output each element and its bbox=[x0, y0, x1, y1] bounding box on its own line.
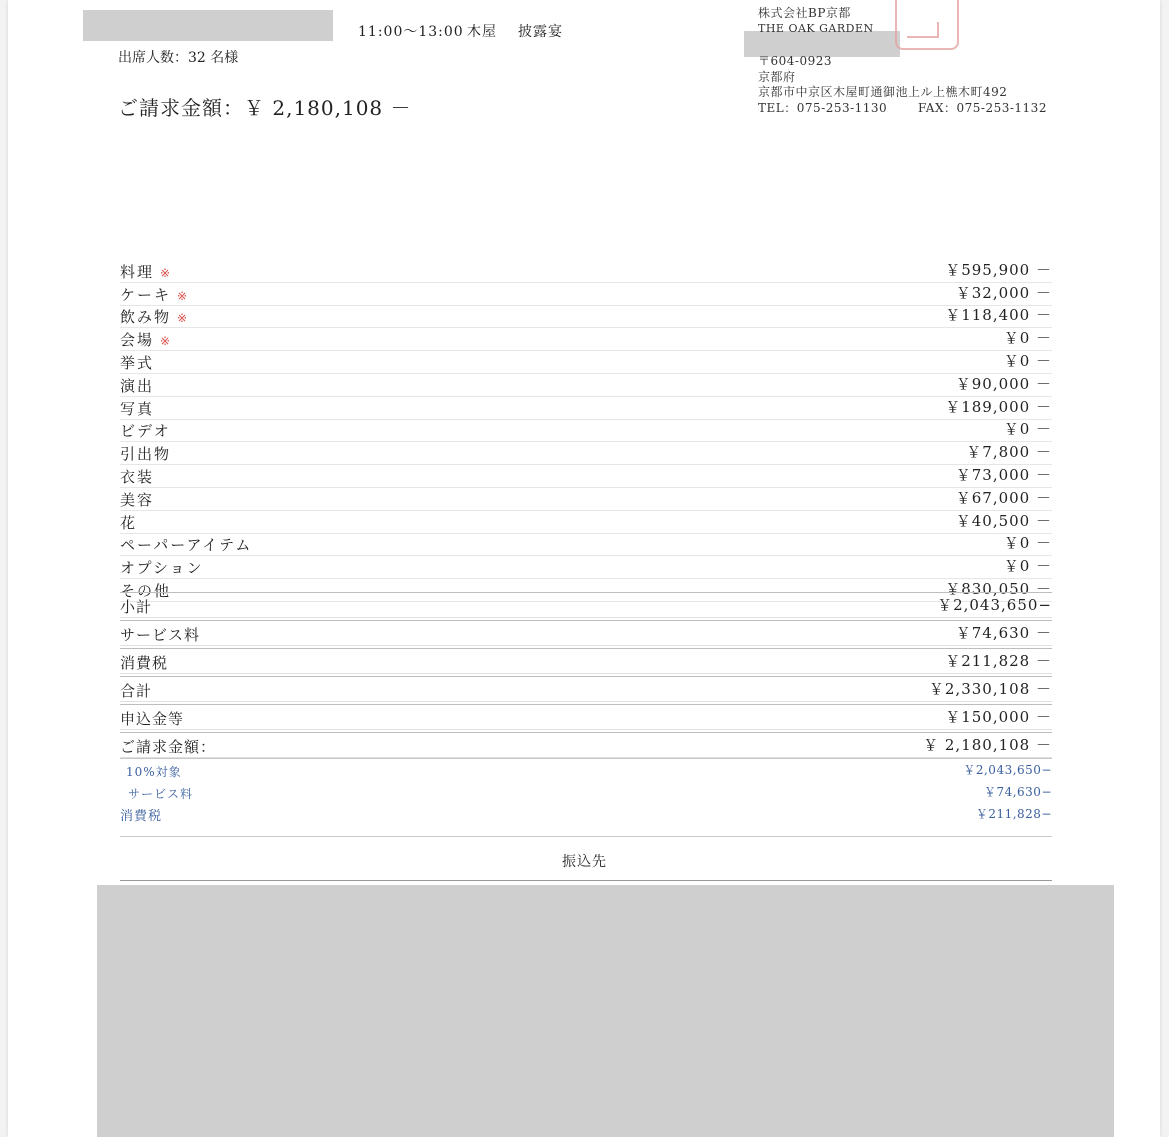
issuer-fax: FAX：075-253-1132 bbox=[918, 101, 1047, 115]
line-item-row bbox=[120, 397, 1052, 420]
tax-row bbox=[120, 782, 1052, 804]
line-item-amount: ￥0 － bbox=[1003, 329, 1052, 348]
event-type: 披露宴 bbox=[518, 24, 563, 40]
redacted-name-top bbox=[83, 10, 333, 41]
line-item-amount: ￥7,800 － bbox=[966, 443, 1052, 462]
summary-amount: ￥2,043,650− bbox=[937, 596, 1052, 614]
redacted-bank-details bbox=[97, 885, 1114, 1137]
summary-label: 申込金等 bbox=[120, 710, 185, 728]
line-item-label: 演出 bbox=[120, 376, 155, 395]
summary-row-deposit bbox=[120, 704, 1052, 730]
summary-row-service bbox=[120, 620, 1052, 646]
line-item-label: ペーパーアイテム bbox=[120, 536, 253, 555]
line-item-row bbox=[120, 306, 1052, 329]
line-item-label: 引出物 bbox=[120, 445, 172, 464]
summary-label: 合計 bbox=[120, 682, 153, 700]
line-item-amount: ￥189,000 － bbox=[945, 397, 1052, 416]
line-item-label: 美容 bbox=[120, 490, 155, 509]
summary-label: ご請求金額： bbox=[120, 738, 217, 756]
tax-breakdown bbox=[120, 760, 1052, 826]
line-item-amount: ￥40,500 － bbox=[955, 511, 1052, 530]
line-item-amount: ￥595,900 － bbox=[945, 260, 1052, 279]
line-item-label: 挙式 bbox=[120, 353, 155, 372]
summary-row-billing bbox=[120, 732, 1052, 758]
line-item-label: 料理 bbox=[120, 262, 155, 281]
line-item-amount: ￥118,400 － bbox=[945, 306, 1052, 325]
line-item-label: 飲み物 bbox=[120, 308, 172, 327]
line-item-mark: ※ bbox=[177, 288, 188, 303]
line-item-row bbox=[120, 556, 1052, 579]
divider bbox=[120, 836, 1052, 837]
line-item-label: その他 bbox=[120, 581, 172, 600]
line-item-row bbox=[120, 328, 1052, 351]
line-item-row bbox=[120, 511, 1052, 534]
summary-amount: ￥2,330,108 － bbox=[928, 680, 1052, 698]
line-item-row bbox=[120, 283, 1052, 306]
summary-amount: ￥150,000 － bbox=[945, 708, 1052, 726]
summary-amount: ￥74,630 － bbox=[955, 624, 1052, 642]
line-item-amount: ￥73,000 － bbox=[955, 465, 1052, 484]
line-item-label: 花 bbox=[120, 513, 138, 532]
tax-label: サービス料 bbox=[128, 787, 194, 801]
line-item-row bbox=[120, 465, 1052, 488]
tax-row bbox=[120, 760, 1052, 782]
summary-row-total bbox=[120, 676, 1052, 702]
line-item-row bbox=[120, 420, 1052, 443]
billing-total-heading: ご請求金額：￥ 2,180,108 － bbox=[118, 96, 412, 120]
issuer-address: 京都市中京区木屋町通御池上ル上樵木町492 bbox=[758, 85, 1008, 99]
line-item-row bbox=[120, 534, 1052, 557]
line-item-row bbox=[120, 374, 1052, 397]
line-item-amount: ￥0 － bbox=[1003, 534, 1052, 553]
line-item-amount: ￥0 － bbox=[1003, 557, 1052, 576]
summary-row-tax bbox=[120, 648, 1052, 674]
event-venue: 木屋 bbox=[467, 24, 497, 40]
line-item-amount: ￥0 － bbox=[1003, 351, 1052, 370]
line-item-amount: ￥90,000 － bbox=[955, 374, 1052, 393]
divider bbox=[120, 880, 1052, 881]
line-item-mark: ※ bbox=[177, 311, 188, 326]
divider bbox=[120, 758, 1052, 759]
summary-section bbox=[120, 592, 1052, 760]
line-item-mark: ※ bbox=[160, 265, 171, 280]
line-item-amount: ￥32,000 － bbox=[955, 283, 1052, 302]
issuer-tel: TEL：075-253-1130 bbox=[758, 101, 888, 115]
issuer-company: 株式会社BP京都 bbox=[758, 6, 851, 20]
tax-label: 消費税 bbox=[120, 809, 163, 824]
line-item-label: 衣装 bbox=[120, 467, 155, 486]
line-item-row bbox=[120, 488, 1052, 511]
line-items bbox=[120, 260, 1052, 602]
company-seal-stamp bbox=[895, 0, 959, 50]
issuer-venue-name: THE OAK GARDEN bbox=[758, 22, 874, 35]
summary-amount: ￥ 2,180,108 － bbox=[923, 736, 1052, 754]
tax-amount: ￥2,043,650− bbox=[963, 763, 1052, 777]
line-item-label: 写真 bbox=[120, 399, 155, 418]
line-item-label: ビデオ bbox=[120, 422, 171, 441]
line-item-amount: ￥830,050 － bbox=[945, 579, 1052, 598]
attendance-count: 出席人数：32 名様 bbox=[118, 50, 239, 66]
issuer-postal: 〒604-0923 bbox=[758, 54, 832, 68]
line-item-label: オプション bbox=[120, 559, 204, 578]
tax-amount: ￥211,828− bbox=[975, 807, 1052, 821]
line-item-row bbox=[120, 442, 1052, 465]
summary-label: 消費税 bbox=[120, 654, 169, 672]
line-item-amount: ￥0 － bbox=[1003, 420, 1052, 439]
tax-row bbox=[120, 804, 1052, 826]
line-item-row bbox=[120, 351, 1052, 374]
line-item-label: ケーキ bbox=[120, 285, 172, 304]
line-item-mark: ※ bbox=[160, 334, 171, 349]
summary-amount: ￥211,828 － bbox=[945, 652, 1052, 670]
event-time: 11:00〜13:00 bbox=[358, 24, 464, 40]
line-item-amount: ￥67,000 － bbox=[955, 488, 1052, 507]
tax-amount: ￥74,630− bbox=[983, 785, 1052, 799]
summary-label: サービス料 bbox=[120, 626, 201, 644]
line-item-label: 会場 bbox=[120, 331, 155, 350]
summary-label: 小計 bbox=[120, 598, 153, 616]
summary-row-subtotal bbox=[120, 592, 1052, 618]
issuer-prefecture: 京都府 bbox=[758, 70, 796, 84]
line-item-row bbox=[120, 260, 1052, 283]
bank-transfer-heading: 振込先 bbox=[562, 854, 607, 870]
tax-label: 10%対象 bbox=[126, 765, 182, 779]
